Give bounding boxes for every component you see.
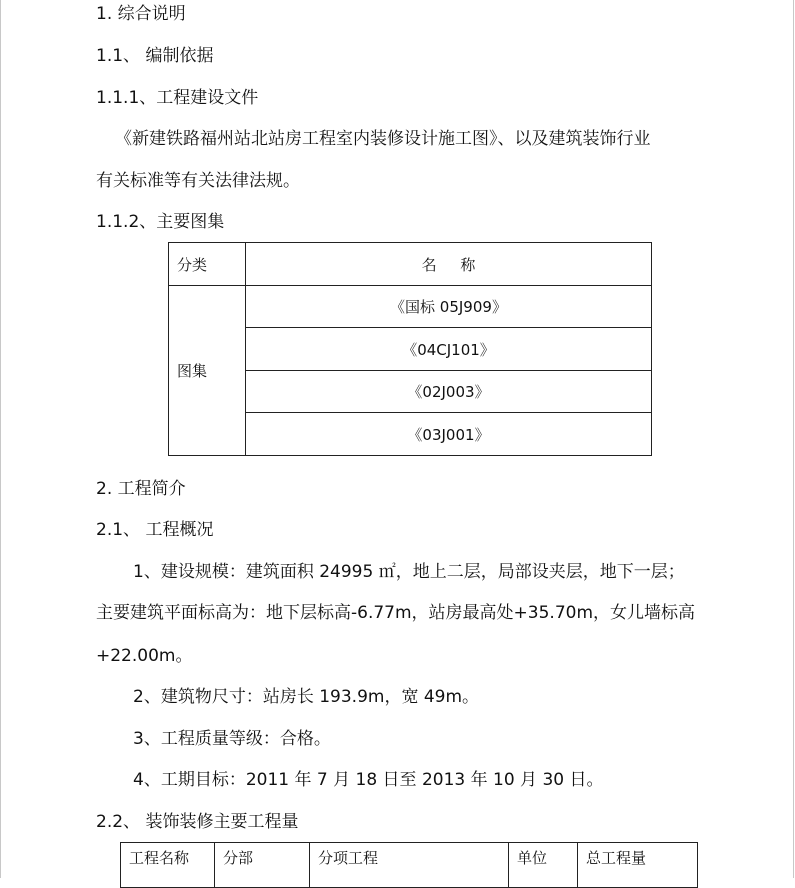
atlas-item: 《03J001》 xyxy=(246,413,652,456)
heading-1-1: 1.1、 编制依据 xyxy=(96,46,214,66)
overview-item-1-line-3: +22.00m。 xyxy=(96,646,193,666)
heading-1-1-1: 1.1.1、工程建设文件 xyxy=(96,88,259,108)
heading-1-1-2: 1.1.2、主要图集 xyxy=(96,212,225,232)
atlas-category-cell: 图集 xyxy=(169,286,246,456)
overview-item-1-line-2: 主要建筑平面标高为：地下层标高-6.77m，站房最高处+35.70m，女儿墙标高 xyxy=(96,603,696,623)
quantity-header-total: 总工程量 xyxy=(578,843,698,888)
atlas-header-name: 名 称 xyxy=(246,243,652,286)
quantity-header-project: 工程名称 xyxy=(121,843,215,888)
overview-item-4: 4、工期目标：2011 年 7 月 18 日至 2013 年 10 月 30 日。 xyxy=(133,770,604,790)
quantity-header-division: 分部 xyxy=(215,843,310,888)
page-edge-right xyxy=(793,0,794,878)
quantity-header-subitem: 分项工程 xyxy=(310,843,509,888)
overview-item-1-line-1: 1、建设规模：建筑面积 24995 ㎡，地上二层，局部设夹层，地下一层； xyxy=(133,562,685,582)
atlas-header-category: 分类 xyxy=(169,243,246,286)
atlas-item: 《04CJ101》 xyxy=(246,328,652,371)
heading-2-1: 2.1、 工程概况 xyxy=(96,520,214,540)
page-edge-left xyxy=(0,0,1,878)
overview-item-2: 2、建筑物尺寸：站房长 193.9m，宽 49m。 xyxy=(133,687,480,707)
heading-2: 2. 工程简介 xyxy=(96,479,186,499)
basis-paragraph-line-1: 《新建铁路福州站北站房工程室内装修设计施工图》、以及建筑装饰行业 xyxy=(115,129,651,149)
atlas-item: 《国标 05J909》 xyxy=(246,286,652,328)
atlas-item: 《02J003》 xyxy=(246,371,652,413)
quantity-table-header-row xyxy=(121,843,698,888)
heading-2-2: 2.2、 装饰装修主要工程量 xyxy=(96,812,299,832)
table-row xyxy=(169,286,652,328)
basis-paragraph-line-2: 有关标准等有关法律法规。 xyxy=(96,171,300,191)
atlas-table xyxy=(168,242,652,456)
atlas-table-header-row xyxy=(169,243,652,286)
quantity-header-unit: 单位 xyxy=(509,843,578,888)
overview-item-3: 3、工程质量等级：合格。 xyxy=(133,729,331,749)
quantity-table xyxy=(120,842,698,888)
heading-1: 1. 综合说明 xyxy=(96,4,186,24)
